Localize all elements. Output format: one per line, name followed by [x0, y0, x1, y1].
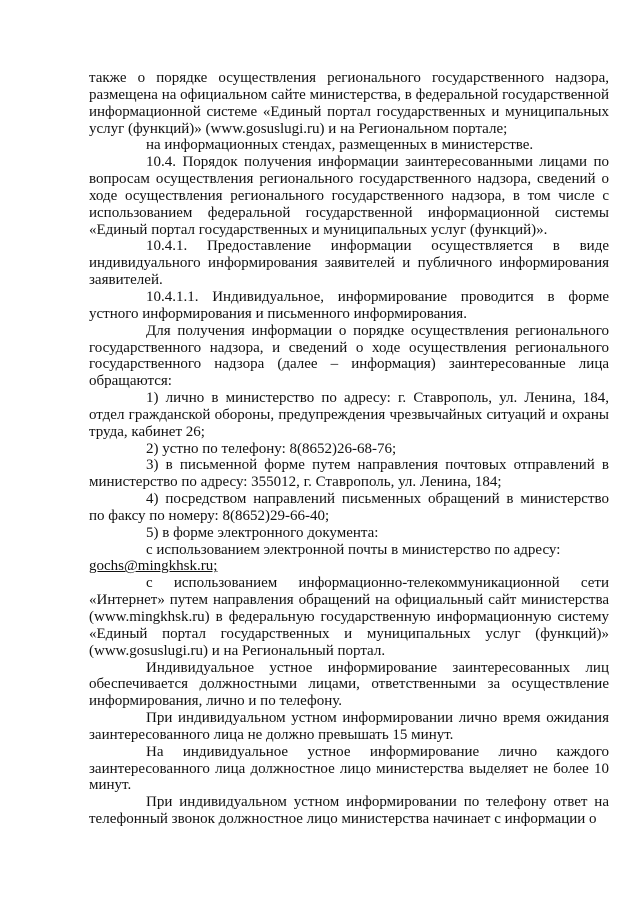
paragraph: с использованием информационно-телекоммуникационной сети «Интернет» путем направления обращений на официальный сайт министерства (www.mingkhsk.ru) в федеральную государственную информационную систему «Единый портал государственных и муниципальных услуг (функций)» (www.gosuslugi.ru) и на Региональный портал. [89, 575, 609, 659]
paragraph: также о порядке осуществления регионального государственного надзора, размещена на официальном сайте министерства, в федеральной государственной информационной системе «Единый портал государственных и муниципальных услуг (функций)» (www.gosuslugi.ru) и на Региональном портале; [89, 70, 609, 137]
list-item: 1) лично в министерство по адресу: г. Ставрополь, ул. Ленина, 184, отдел гражданской обороны, предупреждения чрезвычайных ситуаций и охраны труда, кабинет 26; [89, 390, 609, 440]
email-link[interactable]: gochs@mingkhsk.ru; [89, 558, 218, 575]
paragraph: на информационных стендах, размещенных в министерстве. [146, 137, 534, 154]
paragraph: с использованием электронной почты в министерство по адресу: [146, 541, 561, 558]
list-item: 5) в форме электронного документа: [146, 524, 379, 541]
paragraph: 10.4. Порядок получения информации заинтересованными лицами по вопросам осуществления регионального государственного надзора, сведений о ходе осуществления регионального государственного надзора, в том числе с использованием федеральной государственной информационной системы «Единый портал государственных и муниципальных услуг (функций)». [89, 154, 609, 238]
paragraph: 10.4.1.1. Индивидуальное, информирование проводится в форме устного информирования и письменного информирования. [89, 288, 609, 322]
list-item: 3) в письменной форме путем направления почтовых отправлений в министерство по адресу: 355012, г. Ставрополь, ул. Ленина, 184; [89, 457, 609, 491]
paragraph: При индивидуальном устном информировании лично время ожидания заинтересованного лица не должно превышать 15 минут. [89, 710, 609, 743]
list-item: 4) посредством направлений письменных обращений в министерство по факсу по номеру: 8(8652)29-66-40; [89, 491, 609, 524]
paragraph: На индивидуальное устное информирование лично каждого заинтересованного лица должностное лицо министерства выделяет не более 10 минут. [89, 743, 609, 794]
paragraph: 10.4.1. Предоставление информации осуществляется в виде индивидуального информирования заявителей и публичного информирования заявителей. [89, 238, 609, 289]
email-line [89, 558, 609, 575]
list-item: 2) устно по телефону: 8(8652)26-68-76; [146, 440, 397, 457]
document-page [89, 70, 609, 828]
paragraph: Для получения информации о порядке осуществления регионального государственного надзора, и сведений о ходе осуществления регионального государственного надзора (далее – информация) заинтересованные лица обращаются: [89, 322, 609, 390]
paragraph: Индивидуальное устное информирование заинтересованных лиц обеспечивается должностными лицами, ответственными за осуществление информирования, лично и по телефону. [89, 659, 609, 710]
paragraph: При индивидуальном устном информировании по телефону ответ на телефонный звонок должностное лицо министерства начинает с информации о [89, 794, 609, 828]
